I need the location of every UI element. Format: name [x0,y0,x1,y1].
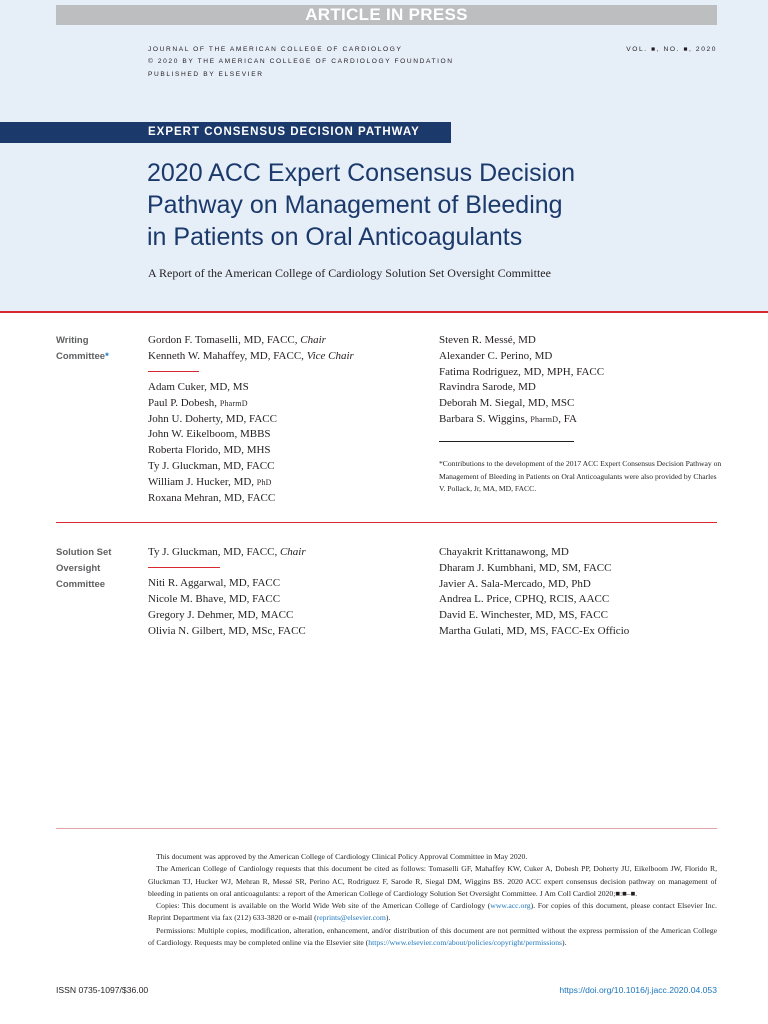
title-line: 2020 ACC Expert Consensus Decision [147,159,576,187]
oversight-committee-left-column [148,545,306,639]
member-name: William J. Hucker, MD, PhD [148,475,272,488]
member-name: Adam Cuker, MD, MS [148,381,249,394]
member-name: Paul P. Dobesh, PharmD [148,396,248,409]
oversight-committee-label: Solution Set Oversight Committee [56,547,112,590]
vice-chair-entry: Kenneth W. Mahaffey, MD, FACC, Vice Chair [148,349,354,362]
chair-entry: Gordon F. Tomaselli, MD, FACC, Chair [148,334,326,346]
member-name: Dharam J. Kumbhani, MD, SM, FACC [439,561,612,574]
doi-link[interactable]: https://doi.org/10.1016/j.jacc.2020.04.053 [559,985,717,995]
journal-name: JOURNAL OF THE AMERICAN COLLEGE OF CARDIOLOGY [148,46,403,53]
member-name: Roberta Florido, MD, MHS [148,444,271,457]
member-name: Javier A. Sala-Mercado, MD, PhD [439,577,591,590]
article-subtitle: A Report of the American College of Cardiology Solution Set Oversight Committee [148,266,551,280]
member-name: Andrea L. Price, CPHQ, RCIS, AACC [439,593,610,606]
member-name: Olivia N. Gilbert, MD, MSc, FACC [148,624,306,637]
member-name: Martha Gulati, MD, MS, FACC-Ex Officio [439,624,630,637]
section-tag: EXPERT CONSENSUS DECISION PATHWAY [0,122,451,143]
member-name: John U. Doherty, MD, FACC [148,412,277,425]
title-line: in Patients on Oral Anticoagulants [147,223,523,251]
copyright-line: © 2020 BY THE AMERICAN COLLEGE OF CARDIOLOGY FOUNDATION [148,58,454,66]
footnote-divider [439,441,574,442]
chair-divider [148,567,220,569]
member-name: Fatima Rodriguez, MD, MPH, FACC [439,365,605,378]
member-name: Barbara S. Wiggins, PharmD, FA [439,412,577,425]
writing-committee-left-column [148,333,354,506]
member-name: Niti R. Aggarwal, MD, FACC [148,577,281,590]
notes-divider [56,828,717,829]
member-name: Deborah M. Siegal, MD, MSC [439,397,575,410]
footnote-marker: * [105,350,109,362]
oversight-committee-right-column [439,545,629,640]
contributions-footnote: *Contributions to the development of the 2017 ACC Expert Consensus Decision Pathway on Management of Bleeding in Patients on Oral Anticoagulants were also provided by Charles V. Pollack, Jr, MA, MD, FACC. [439,459,722,494]
member-name: Nicole M. Bhave, MD, FACC [148,593,281,606]
acc-website-link[interactable]: www.acc.org [490,901,531,911]
publisher-line: PUBLISHED BY ELSEVIER [148,70,264,78]
permissions-link[interactable]: https://www.elsevier.com/about/policies/copyright/permissions [368,938,563,948]
chair-divider [148,371,199,373]
member-name: Gregory J. Dehmer, MD, MACC [148,608,294,621]
chair-entry: Ty J. Gluckman, MD, FACC, Chair [148,546,306,558]
article-in-press-banner: ARTICLE IN PRESS [56,5,717,25]
article-title [147,157,707,253]
journal-meta [148,44,454,81]
committee-divider [56,522,717,523]
writing-committee-right-column [439,333,604,428]
member-name: Ravindra Sarode, MD [439,381,536,394]
title-line: Pathway on Management of Bleeding [147,191,563,219]
volume-info: VOL. ■, NO. ■, 2020 [626,46,717,53]
member-name: Chayakrit Krittanawong, MD [439,546,569,558]
permissions-note: Permissions: Multiple copies, modification, alteration, enhancement, and/or distribution of this document are not permitted without the express permission of the American College of Cardiology. Requests may be completed online via the Elsevier site (https://www.elsevier.com/about/policies/copyright/permissions). [148,925,717,948]
member-name: Ty J. Gluckman, MD, FACC [148,460,275,473]
approval-note: This document was approved by the American College of Cardiology Clinical Policy Approval Committee in May 2020. [156,852,528,861]
header-divider [0,311,768,313]
reprints-email-link[interactable]: reprints@elsevier.com [316,913,386,923]
member-name: Alexander C. Perino, MD [439,349,553,362]
member-name: Steven R. Messé, MD [439,334,536,346]
copies-note: Copies: This document is available on the World Wide Web site of the American College of Cardiology (www.acc.org). For copies of this document, please contact Elsevier Inc. Reprint Department via fax (212) 633-3820 or e-mail (reprints@elsevier.com). [148,901,717,923]
member-name: David E. Winchester, MD, MS, FACC [439,609,608,622]
citation-note: The American College of Cardiology requests that this document be cited as follows: Tomaselli GF, Mahaffey KW, Cuker A, Dobesh PP, Doherty JU, Eikelboom JW, Florido R, Gluckman TJ, Hucker WJ, Mehran R, Messé SR, Perino AC, Rodriguez F, Sarode R, Siegal DM, Wiggins BS. 2020 ACC expert consensus decision pathway on management of bleeding in patients on oral anticoagulants: a report of the American College of Cardiology Solution Set Oversight Committee. J Am Coll Cardiol 2020;■:■–■. [148,864,717,898]
writing-committee-label: Writing Committee* [56,335,109,362]
member-name: John W. Eikelboom, MBBS [148,428,271,441]
document-notes [148,851,717,949]
issn-line: ISSN 0735-1097/$36.00 [56,985,149,995]
member-name: Roxana Mehran, MD, FACC [148,491,276,504]
